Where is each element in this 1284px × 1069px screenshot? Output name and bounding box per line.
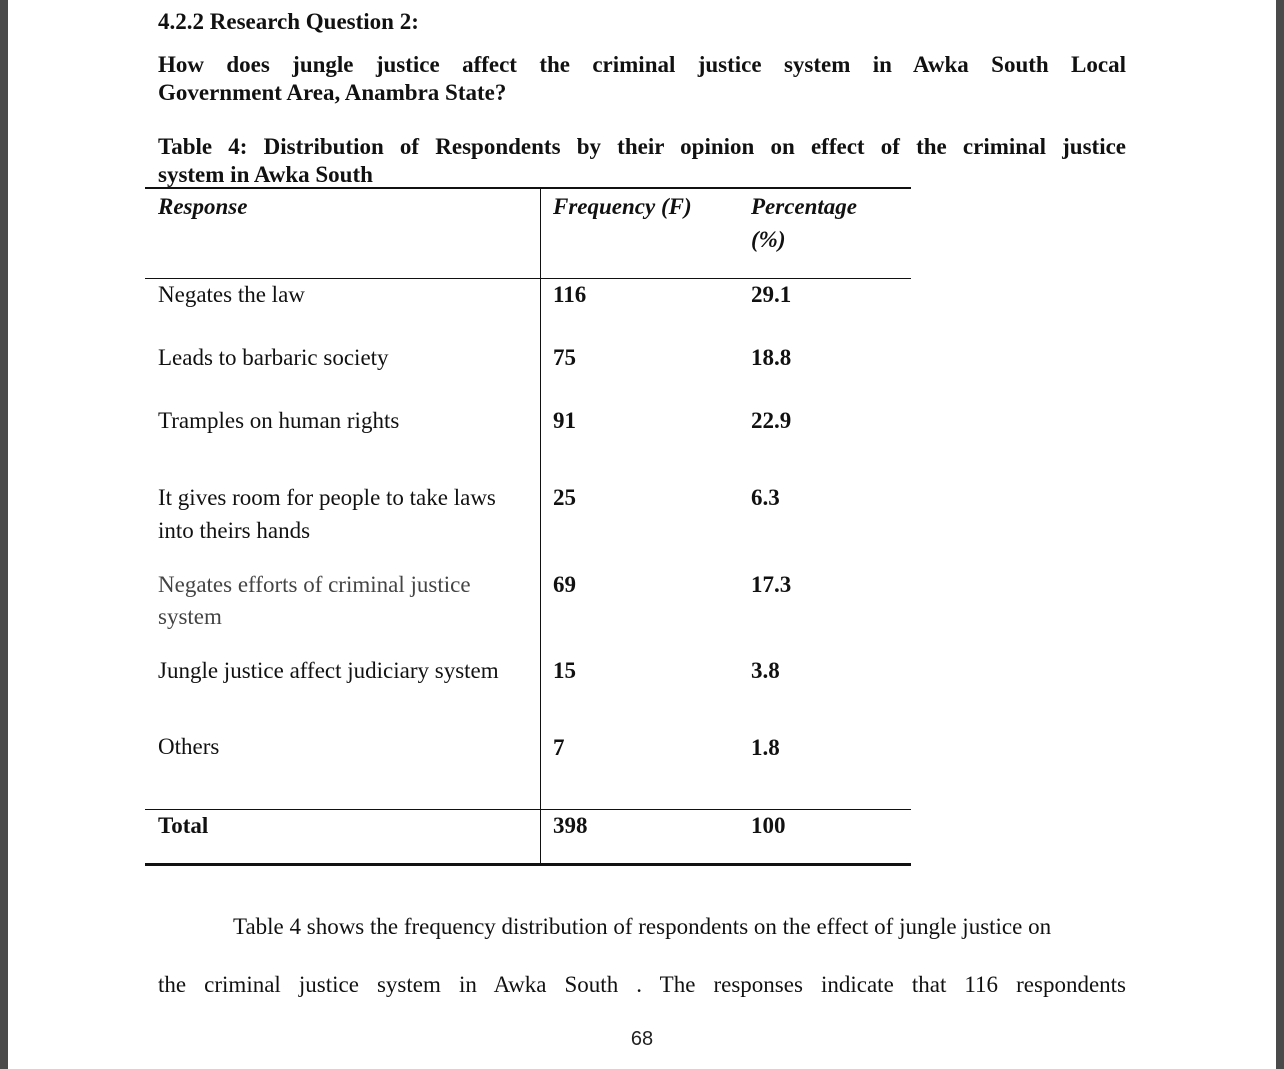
row-7-response: Others [158, 734, 220, 759]
row-5-response-line-2: system [158, 604, 222, 629]
row-4-response-line-1: It gives room for people to take laws [158, 485, 496, 510]
row-7-percentage: 1.8 [751, 735, 780, 760]
total-label: Total [158, 813, 209, 838]
row-1-percentage: 29.1 [751, 282, 792, 307]
row-6-percentage: 3.8 [751, 658, 780, 683]
research-question-line-1: How does jungle justice affect the criminal justice system in Awka South Local [158, 52, 1126, 77]
table-caption-line-2: system in Awka South [158, 162, 373, 187]
viewer-left-edge [0, 0, 8, 1069]
table-total-rule [145, 809, 911, 810]
row-2-response: Leads to barbaric society [158, 345, 389, 370]
research-question [158, 51, 1126, 107]
page-number: 68 [630, 1028, 654, 1050]
row-3-frequency: 91 [553, 408, 576, 433]
row-5-response-line-1: Negates efforts of criminal justice [158, 572, 471, 597]
header-frequency: Frequency (F) [553, 194, 692, 219]
body-paragraph-line-2: the criminal justice system in Awka South . The responses indicate that 116 respondents [158, 972, 1126, 997]
section-heading: 4.2.2 Research Question 2: [158, 9, 419, 34]
total-frequency: 398 [553, 813, 588, 838]
table-column-divider [540, 189, 541, 864]
table-caption [158, 133, 1126, 189]
row-4-percentage: 6.3 [751, 485, 780, 510]
table-caption-line-1: Table 4: Distribution of Respondents by their opinion on effect of the criminal justice [158, 134, 1126, 159]
row-2-percentage: 18.8 [751, 345, 792, 370]
row-6-response: Jungle justice affect judiciary system [158, 658, 499, 683]
header-response: Response [158, 194, 248, 219]
row-4-response-line-2: into theirs hands [158, 518, 311, 543]
table-top-rule [145, 187, 911, 189]
row-6-frequency: 15 [553, 658, 576, 683]
row-1-response: Negates the law [158, 282, 305, 307]
document-page [8, 0, 1276, 1069]
header-percentage: Percentage [751, 194, 858, 219]
row-2-frequency: 75 [553, 345, 576, 370]
header-percentage-unit: (%) [751, 227, 786, 252]
viewer-right-edge [1276, 0, 1284, 1069]
row-5-frequency: 69 [553, 572, 576, 597]
total-percentage: 100 [751, 813, 786, 838]
body-paragraph-line-1: Table 4 shows the frequency distribution of respondents on the effect of jungle justice on [233, 914, 1052, 939]
row-7-frequency: 7 [553, 735, 565, 760]
research-question-line-2: Government Area, Anambra State? [158, 80, 507, 105]
row-5-percentage: 17.3 [751, 572, 792, 597]
table-bottom-rule [145, 863, 911, 866]
row-1-frequency: 116 [553, 282, 587, 307]
row-3-response: Tramples on human rights [158, 408, 400, 433]
row-3-percentage: 22.9 [751, 408, 792, 433]
row-4-frequency: 25 [553, 485, 576, 510]
